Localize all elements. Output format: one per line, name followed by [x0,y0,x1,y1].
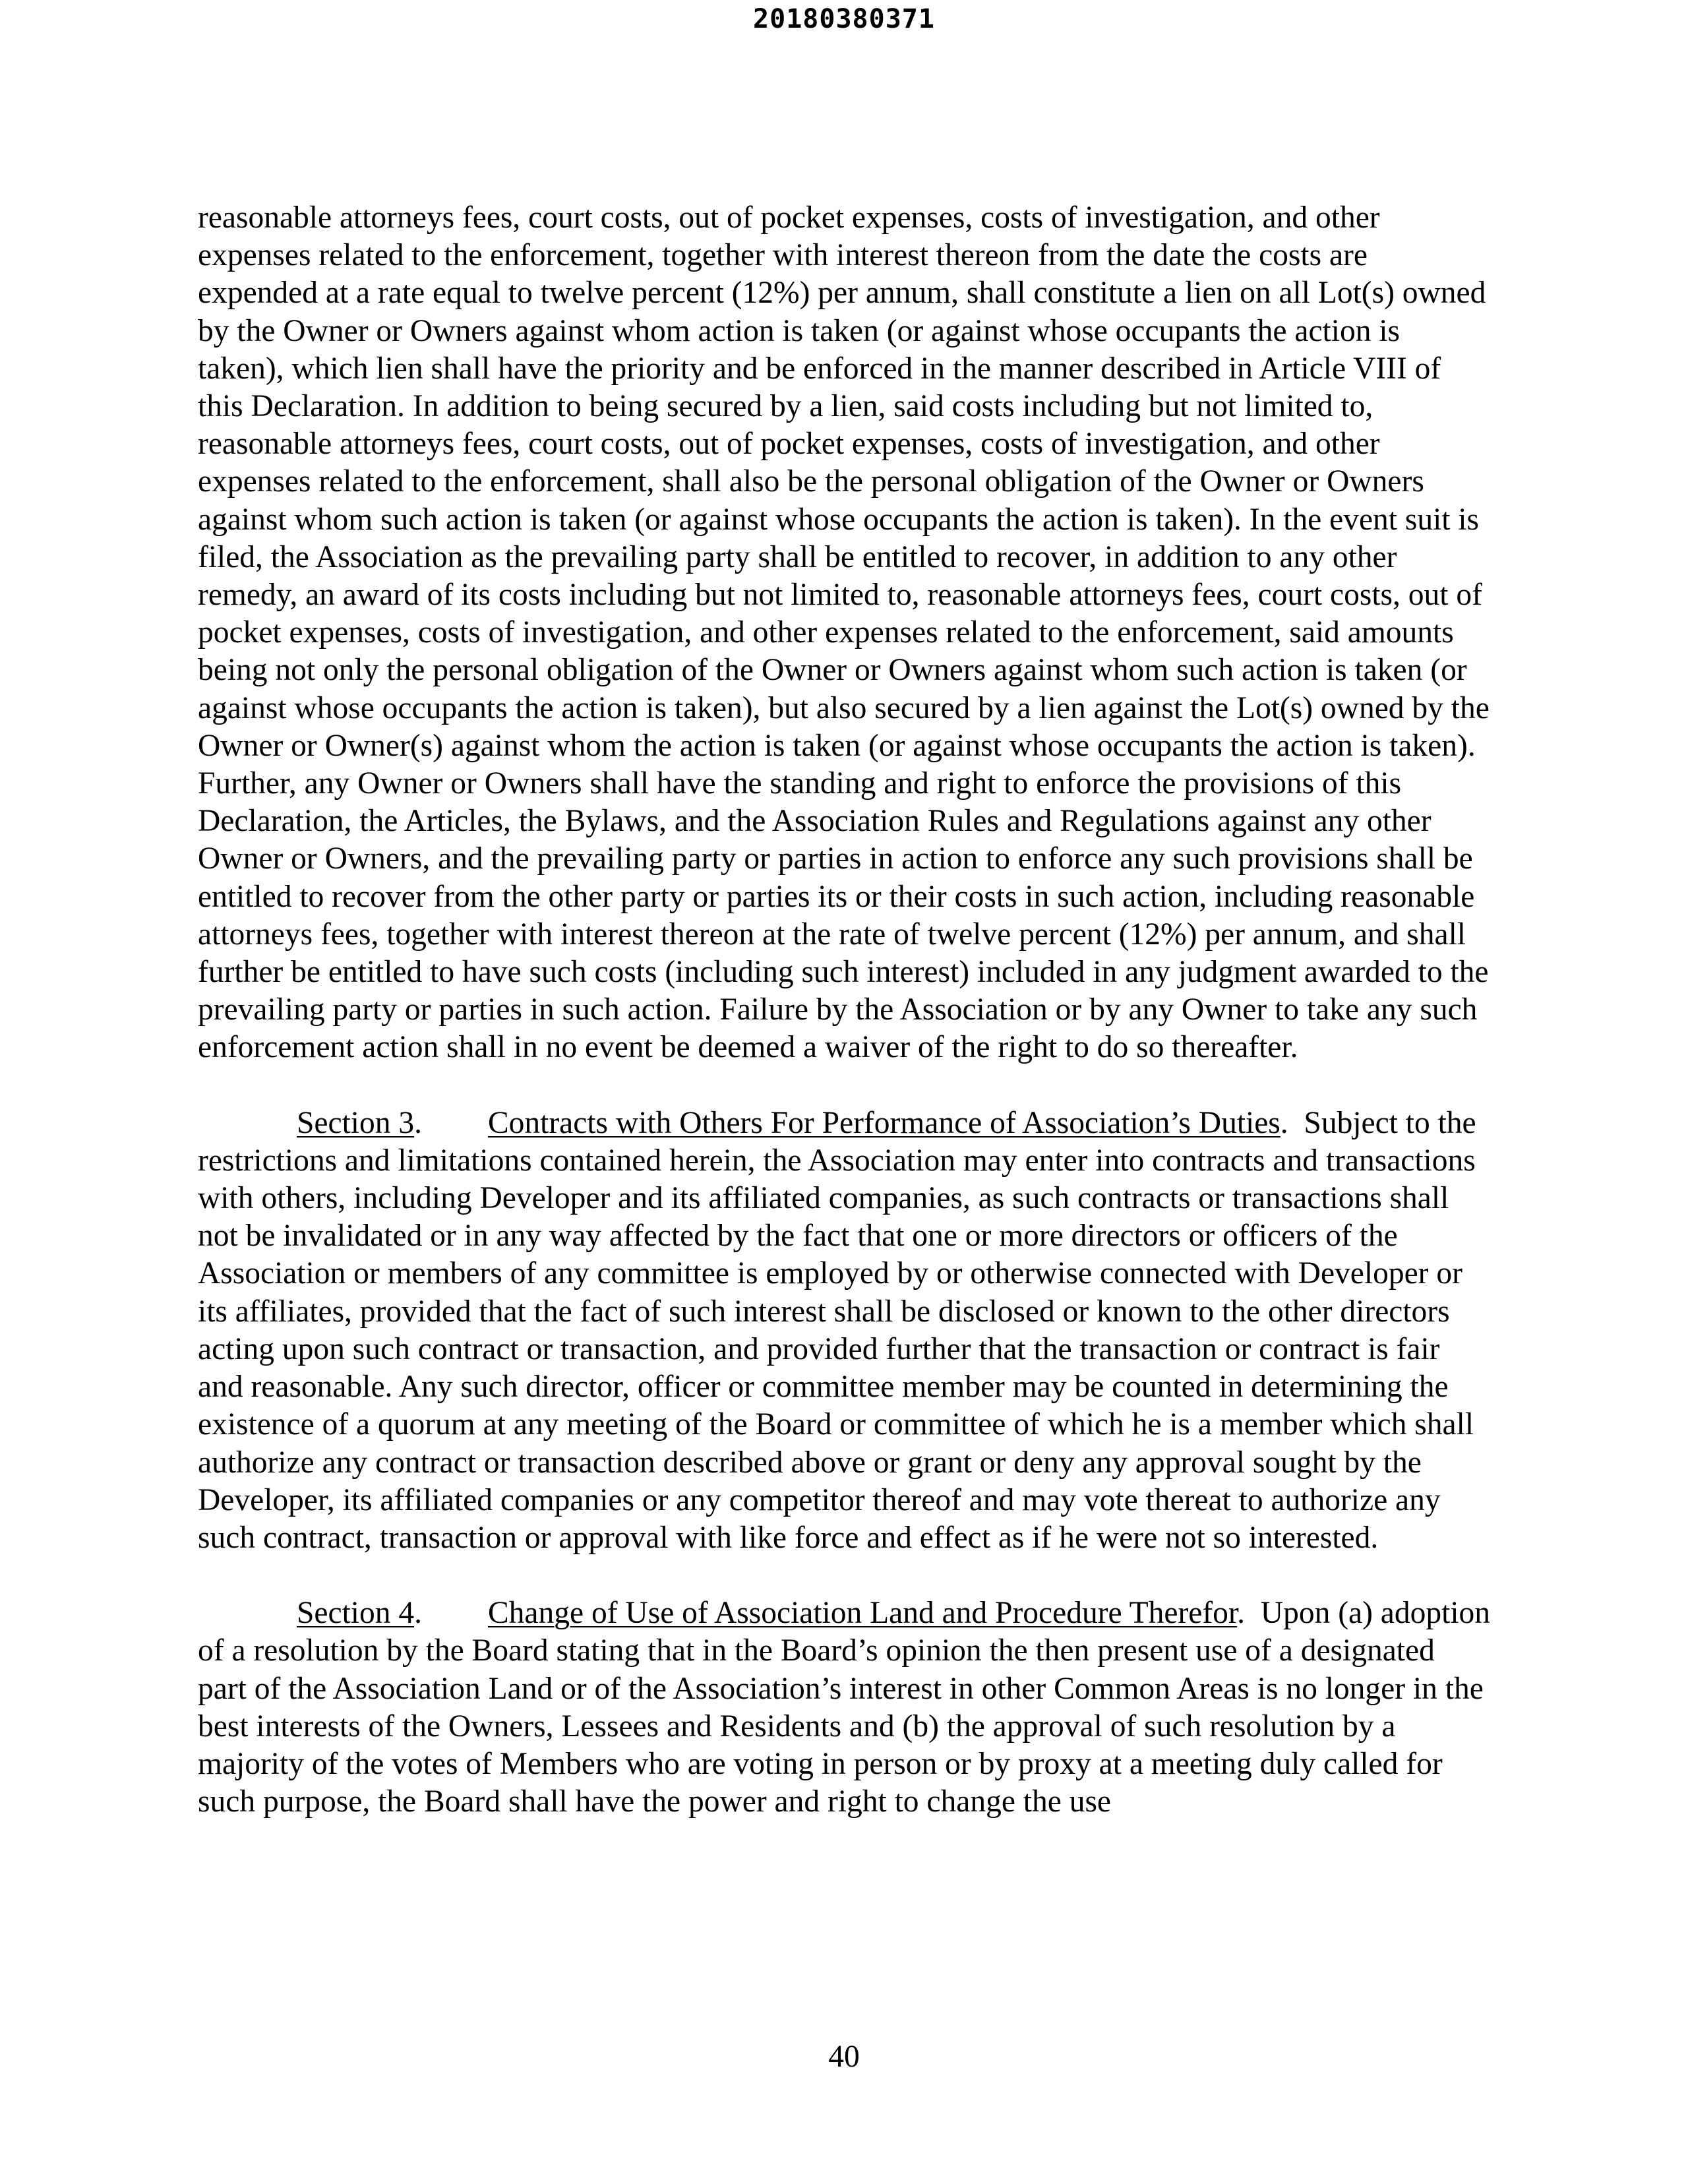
section-4-paragraph [198,1594,1490,1821]
page-number: 40 [828,2040,860,2074]
section-4-label: Section 4 [297,1596,415,1631]
section-3-label-punct: . [414,1105,422,1140]
enforcement-costs-paragraph: reasonable attorneys fees, court costs, out of pocket expenses, costs of investigation, and other expenses related to the enforcement, together with interest thereon from the date the costs are expended at a rate equal to twelve percent (12%) per annum, shall constitute a lien on all Lot(s) owned by the Owner or Owners against whom action is taken (or against whose occupants the action is taken), which lien shall have the priority and be enforced in the manner described in Article VIII of this Declaration. In addition to being secured by a lien, said costs including but not limited to, reasonable attorneys fees, court costs, out of pocket expenses, costs of investigation, and other expenses related to the enforcement, shall also be the personal obligation of the Owner or Owners against whom such action is taken (or against whose occupants the action is taken). In the event suit is filed, the Association as the prevailing party shall be entitled to recover, in addition to any other remedy, an award of its costs including but not limited to, reasonable attorneys fees, court costs, out of pocket expenses, costs of investigation, and other expenses related to the enforcement, said amounts being not only the personal obligation of the Owner or Owners against whom such action is taken (or against whose occupants the action is taken), but also secured by a lien against the Lot(s) owned by the Owner or Owner(s) against whom the action is taken (or against whose occupants the action is taken). Further, any Owner or Owners shall have the standing and right to enforce the provisions of this Declaration, the Articles, the Bylaws, and the Association Rules and Regulations against any other Owner or Owners, and the prevailing party or parties in action to enforce any such provisions shall be entitled to recover from the other party or parties its or their costs in such action, including reasonable attorneys fees, together with interest thereon at the rate of twelve percent (12%) per annum, and shall further be entitled to have such costs (including such interest) included in any judgment awarded to the prevailing party or parties in such action. Failure by the Association or by any Owner to take any such enforcement action shall in no event be deemed a waiver of the right to do so thereafter. [198,200,1490,1065]
section-3-body: Subject to the restrictions and limitations contained herein, the Association may enter into contracts and transactions with others, including Developer and its affiliated companies, as such contracts or transactions shall not be invalidated or in any way affected by the fact that one or more directors or officers of the Association or members of any committee is employed by or otherwise connected with Developer or its affiliates, provided that the fact of such interest shall be disclosed or known to the other directors acting upon such contract or transaction, and provided further that the transaction or contract is fair and reasonable. Any such director, officer or committee member may be counted in determining the existence of a quorum at any meeting of the Board or committee of which he is a member which shall authorize any contract or transaction described above or grant or deny any approval sought by the Developer, its affiliated companies or any competitor thereof and may vote thereat to authorize any such contract, transaction or approval with like force and effect as if he were not so interested. [198,1105,1476,1555]
page-body [198,199,1490,1821]
section-3-label: Section 3 [297,1105,415,1140]
section-3-paragraph [198,1105,1490,1557]
section-4-body: Upon (a) adoption of a resolution by the Board stating that in the Board’s opinion the then present use of a designated part of the Association Land or of the Association’s interest in other Common Areas is no longer in the best interests of the Owners, Lessees and Residents and (b) the approval of such resolution by a majority of the votes of Members who are voting in person or by proxy at a meeting duly called for such purpose, the Board shall have the power and right to change the use [198,1596,1491,1819]
section-3-heading: Contracts with Others For Performance of Association’s Duties [487,1105,1281,1140]
section-4-label-punct: . [414,1596,422,1631]
section-4-heading-punct: . [1237,1596,1246,1631]
document-number: 20180380371 [753,4,935,34]
section-4-heading: Change of Use of Association Land and Procedure Therefor [487,1596,1238,1631]
section-3-heading-punct: . [1280,1105,1288,1140]
